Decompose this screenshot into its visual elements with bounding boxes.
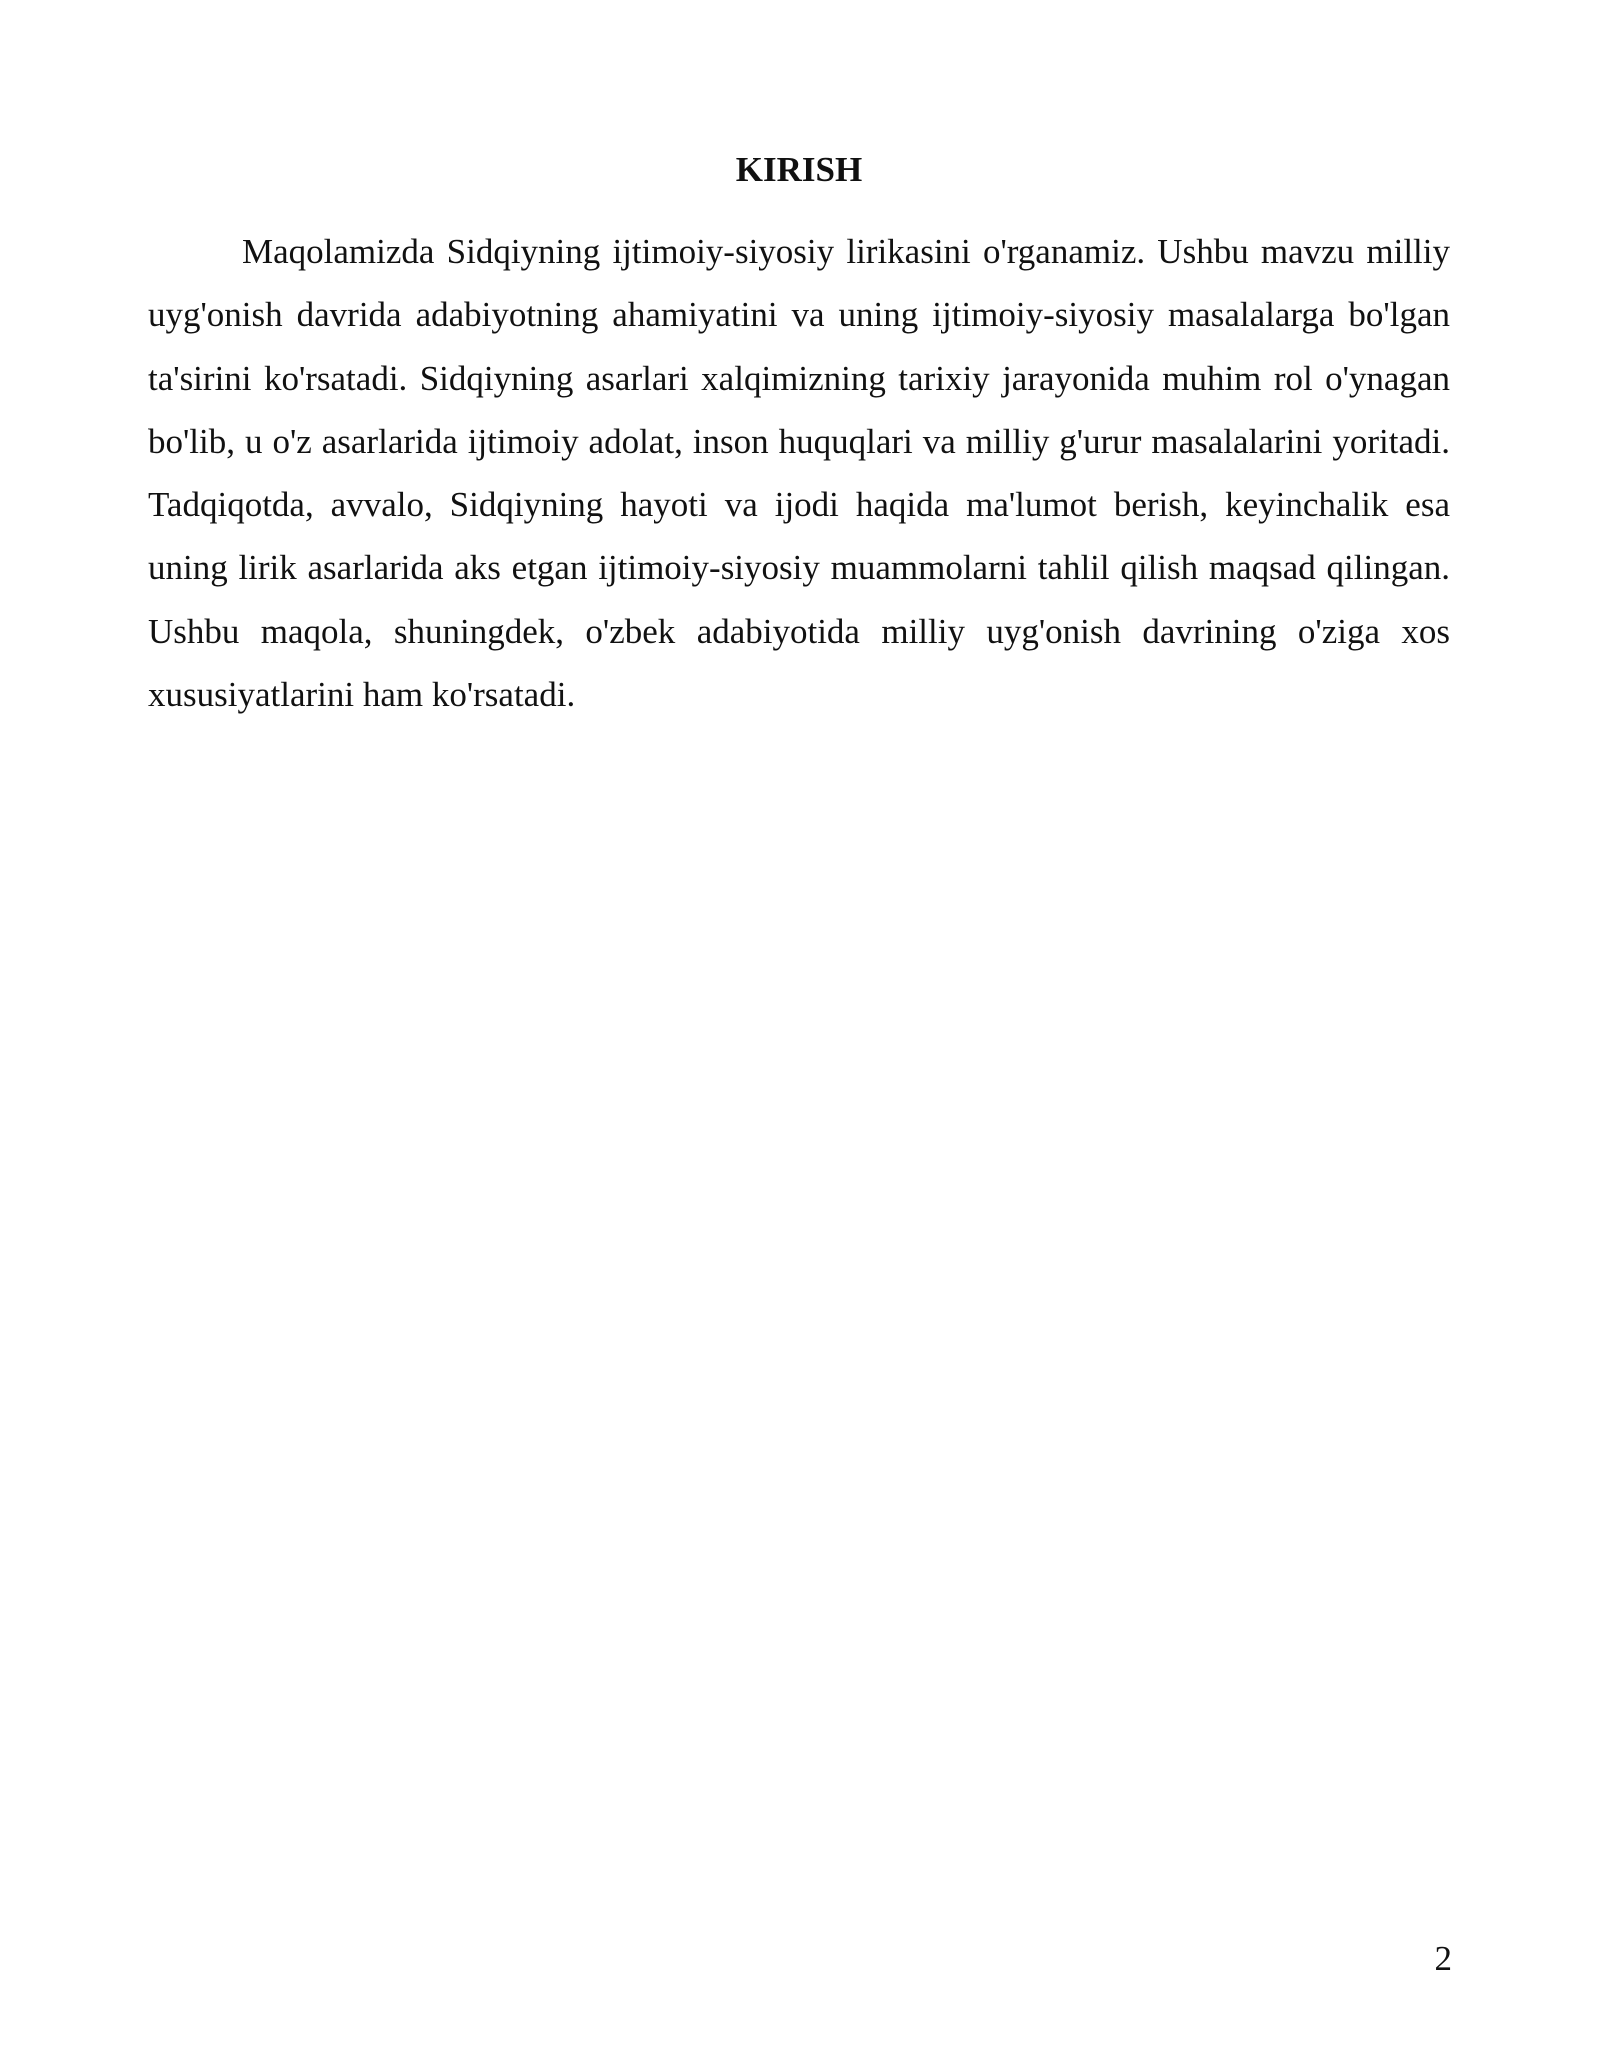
body-paragraph: Maqolamizda Sidqiyning ijtimoiy-siyosiy lirikasini o'rganamiz. Ushbu mavzu milliy uyg'onish davrida adabiyotning ahamiyatini va uning ijtimoiy-siyosiy masalalarga bo'lgan ta'sirini ko'rsatadi. Sidqiyning asarlari xalqimizning tarixiy jarayonida muhim rol o'ynagan bo'lib, u o'z asarlarida ijtimoiy adolat, inson huquqlari va milliy g'urur masalalarini yoritadi. Tadqiqotda, avvalo, Sidqiyning hayoti va ijodi haqida ma'lumot berish, keyinchalik esa uning lirik asarlarida aks etgan ijtimoiy-siyosiy muammolarni tahlil qilish maqsad qilingan. Ushbu maqola, shuningdek, o'zbek adabiyotida milliy uyg'onish davrining o'ziga xos xususiyatlarini ham ko'rsatadi. [148,232,1450,715]
page-number: 2 [1434,1939,1452,1978]
section-heading: KIRISH [735,150,863,189]
